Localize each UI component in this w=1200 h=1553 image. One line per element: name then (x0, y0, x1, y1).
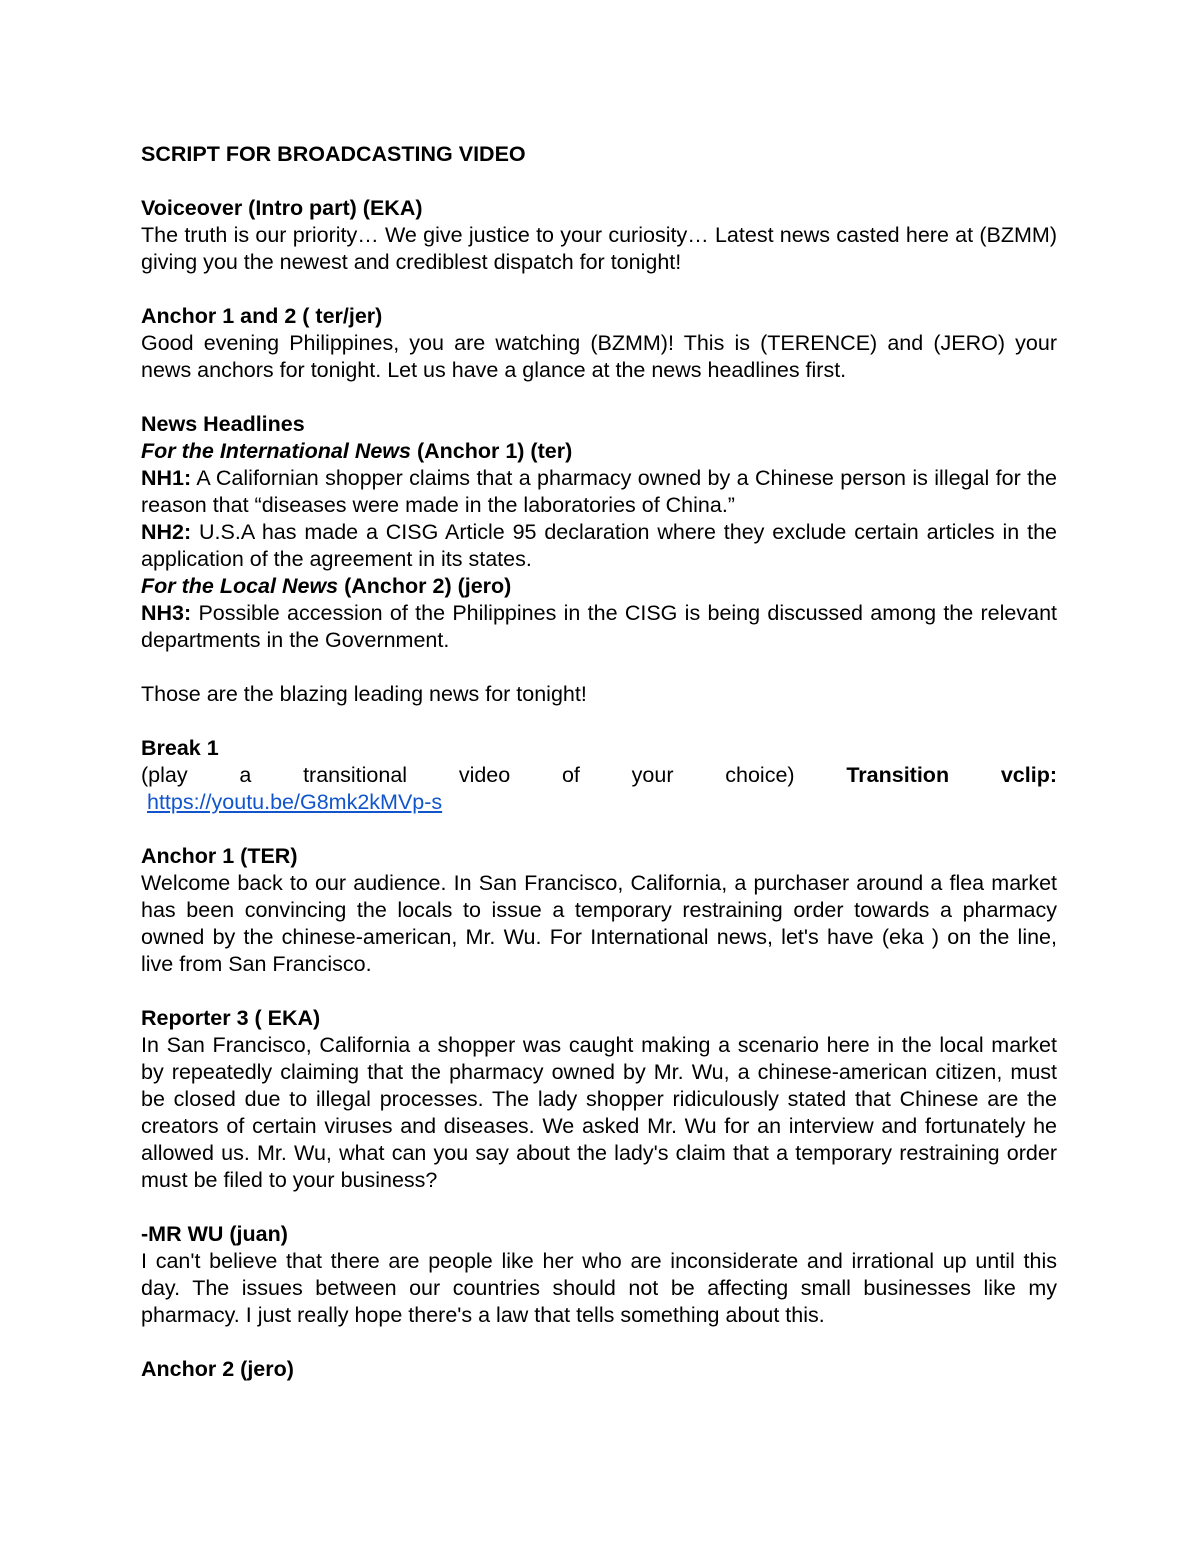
headline-nh2 (141, 519, 1057, 573)
anchor1-text: Welcome back to our audience. In San Francisco, California, a purchaser around a flea market has been convincing the locals to issue a temporary restraining order towards a pharmacy owned by the chinese-american, Mr. Wu. For International news, let's have (eka ) on the line, live from San Francisco. (141, 871, 1057, 976)
headline-nh1 (141, 465, 1057, 519)
international-news-label: For the International News (141, 439, 411, 463)
local-news-line (141, 573, 1057, 600)
anchor2-heading: Anchor 2 (jero) (141, 1357, 294, 1381)
anchors-intro-text: Good evening Philippines, you are watching (BZMM)! This is (TERENCE) and (JERO) your news anchors for tonight. Let us have a glance at the news headlines first. (141, 331, 1057, 382)
break1-heading: Break 1 (141, 736, 219, 760)
anchors-intro-heading: Anchor 1 and 2 ( ter/jer) (141, 304, 383, 328)
local-news-anchor: (Anchor 2) (jero) (338, 574, 512, 598)
international-news-anchor: (Anchor 1) (ter) (410, 439, 573, 463)
voiceover-heading: Voiceover (Intro part) (EKA) (141, 196, 423, 220)
spacer (141, 708, 1057, 735)
transition-video-link[interactable]: https://youtu.be/G8mk2kMVp-s (147, 790, 443, 814)
document-title: SCRIPT FOR BROADCASTING VIDEO (141, 142, 526, 166)
transition-label: Transition vclip: (846, 763, 1057, 787)
spacer (141, 1329, 1057, 1356)
spacer (141, 276, 1057, 303)
spacer (141, 384, 1057, 411)
voiceover-text: The truth is our priority… We give justice to your curiosity… Latest news casted here at (BZMM) giving you the newest and crediblest dispatch for tonight! (141, 223, 1057, 274)
nh1-label: NH1: (141, 466, 192, 490)
headline-nh3 (141, 600, 1057, 654)
spacer (141, 1194, 1057, 1221)
break1-instruction: (play a transitional video of your choice) (141, 763, 847, 787)
reporter3-text: In San Francisco, California a shopper was caught making a scenario here in the local market by repeatedly claiming that the pharmacy owned by Mr. Wu, a chinese-american citizen, must be closed due to illegal processes. The lady shopper ridiculously stated that Chinese are the creators of certain viruses and diseases. We asked Mr. Wu for an interview and fortunately he allowed us. Mr. Wu, what can you say about the lady's claim that a temporary restraining order must be filed to your business? (141, 1033, 1057, 1192)
spacer (141, 816, 1057, 843)
anchor1-heading: Anchor 1 (TER) (141, 844, 298, 868)
break1-link-line (141, 789, 1057, 816)
headlines-closing: Those are the blazing leading news for tonight! (141, 682, 587, 706)
reporter3-heading: Reporter 3 ( EKA) (141, 1006, 321, 1030)
international-news-line (141, 438, 1057, 465)
spacer (141, 654, 1057, 681)
nh3-label: NH3: (141, 601, 192, 625)
mrwu-text: I can't believe that there are people like her who are inconsiderate and irrational up until this day. The issues between our countries should not be affecting small businesses like my pharmacy. I just really hope there's a law that tells something about this. (141, 1249, 1057, 1327)
headlines-heading: News Headlines (141, 412, 305, 436)
spacer (141, 168, 1057, 195)
local-news-label: For the Local News (141, 574, 339, 598)
document-page (141, 141, 1057, 1383)
mrwu-heading: -MR WU (juan) (141, 1222, 288, 1246)
break1-text (141, 762, 1057, 789)
nh2-label: NH2: (141, 520, 192, 544)
nh2-text: U.S.A has made a CISG Article 95 declaration where they exclude certain articles in the application of the agreement in its states. (141, 520, 1057, 571)
nh1-text: A Californian shopper claims that a pharmacy owned by a Chinese person is illegal for the reason that “diseases were made in the laboratories of China.” (141, 466, 1057, 517)
spacer (141, 978, 1057, 1005)
nh3-text: Possible accession of the Philippines in the CISG is being discussed among the relevant departments in the Government. (141, 601, 1057, 652)
